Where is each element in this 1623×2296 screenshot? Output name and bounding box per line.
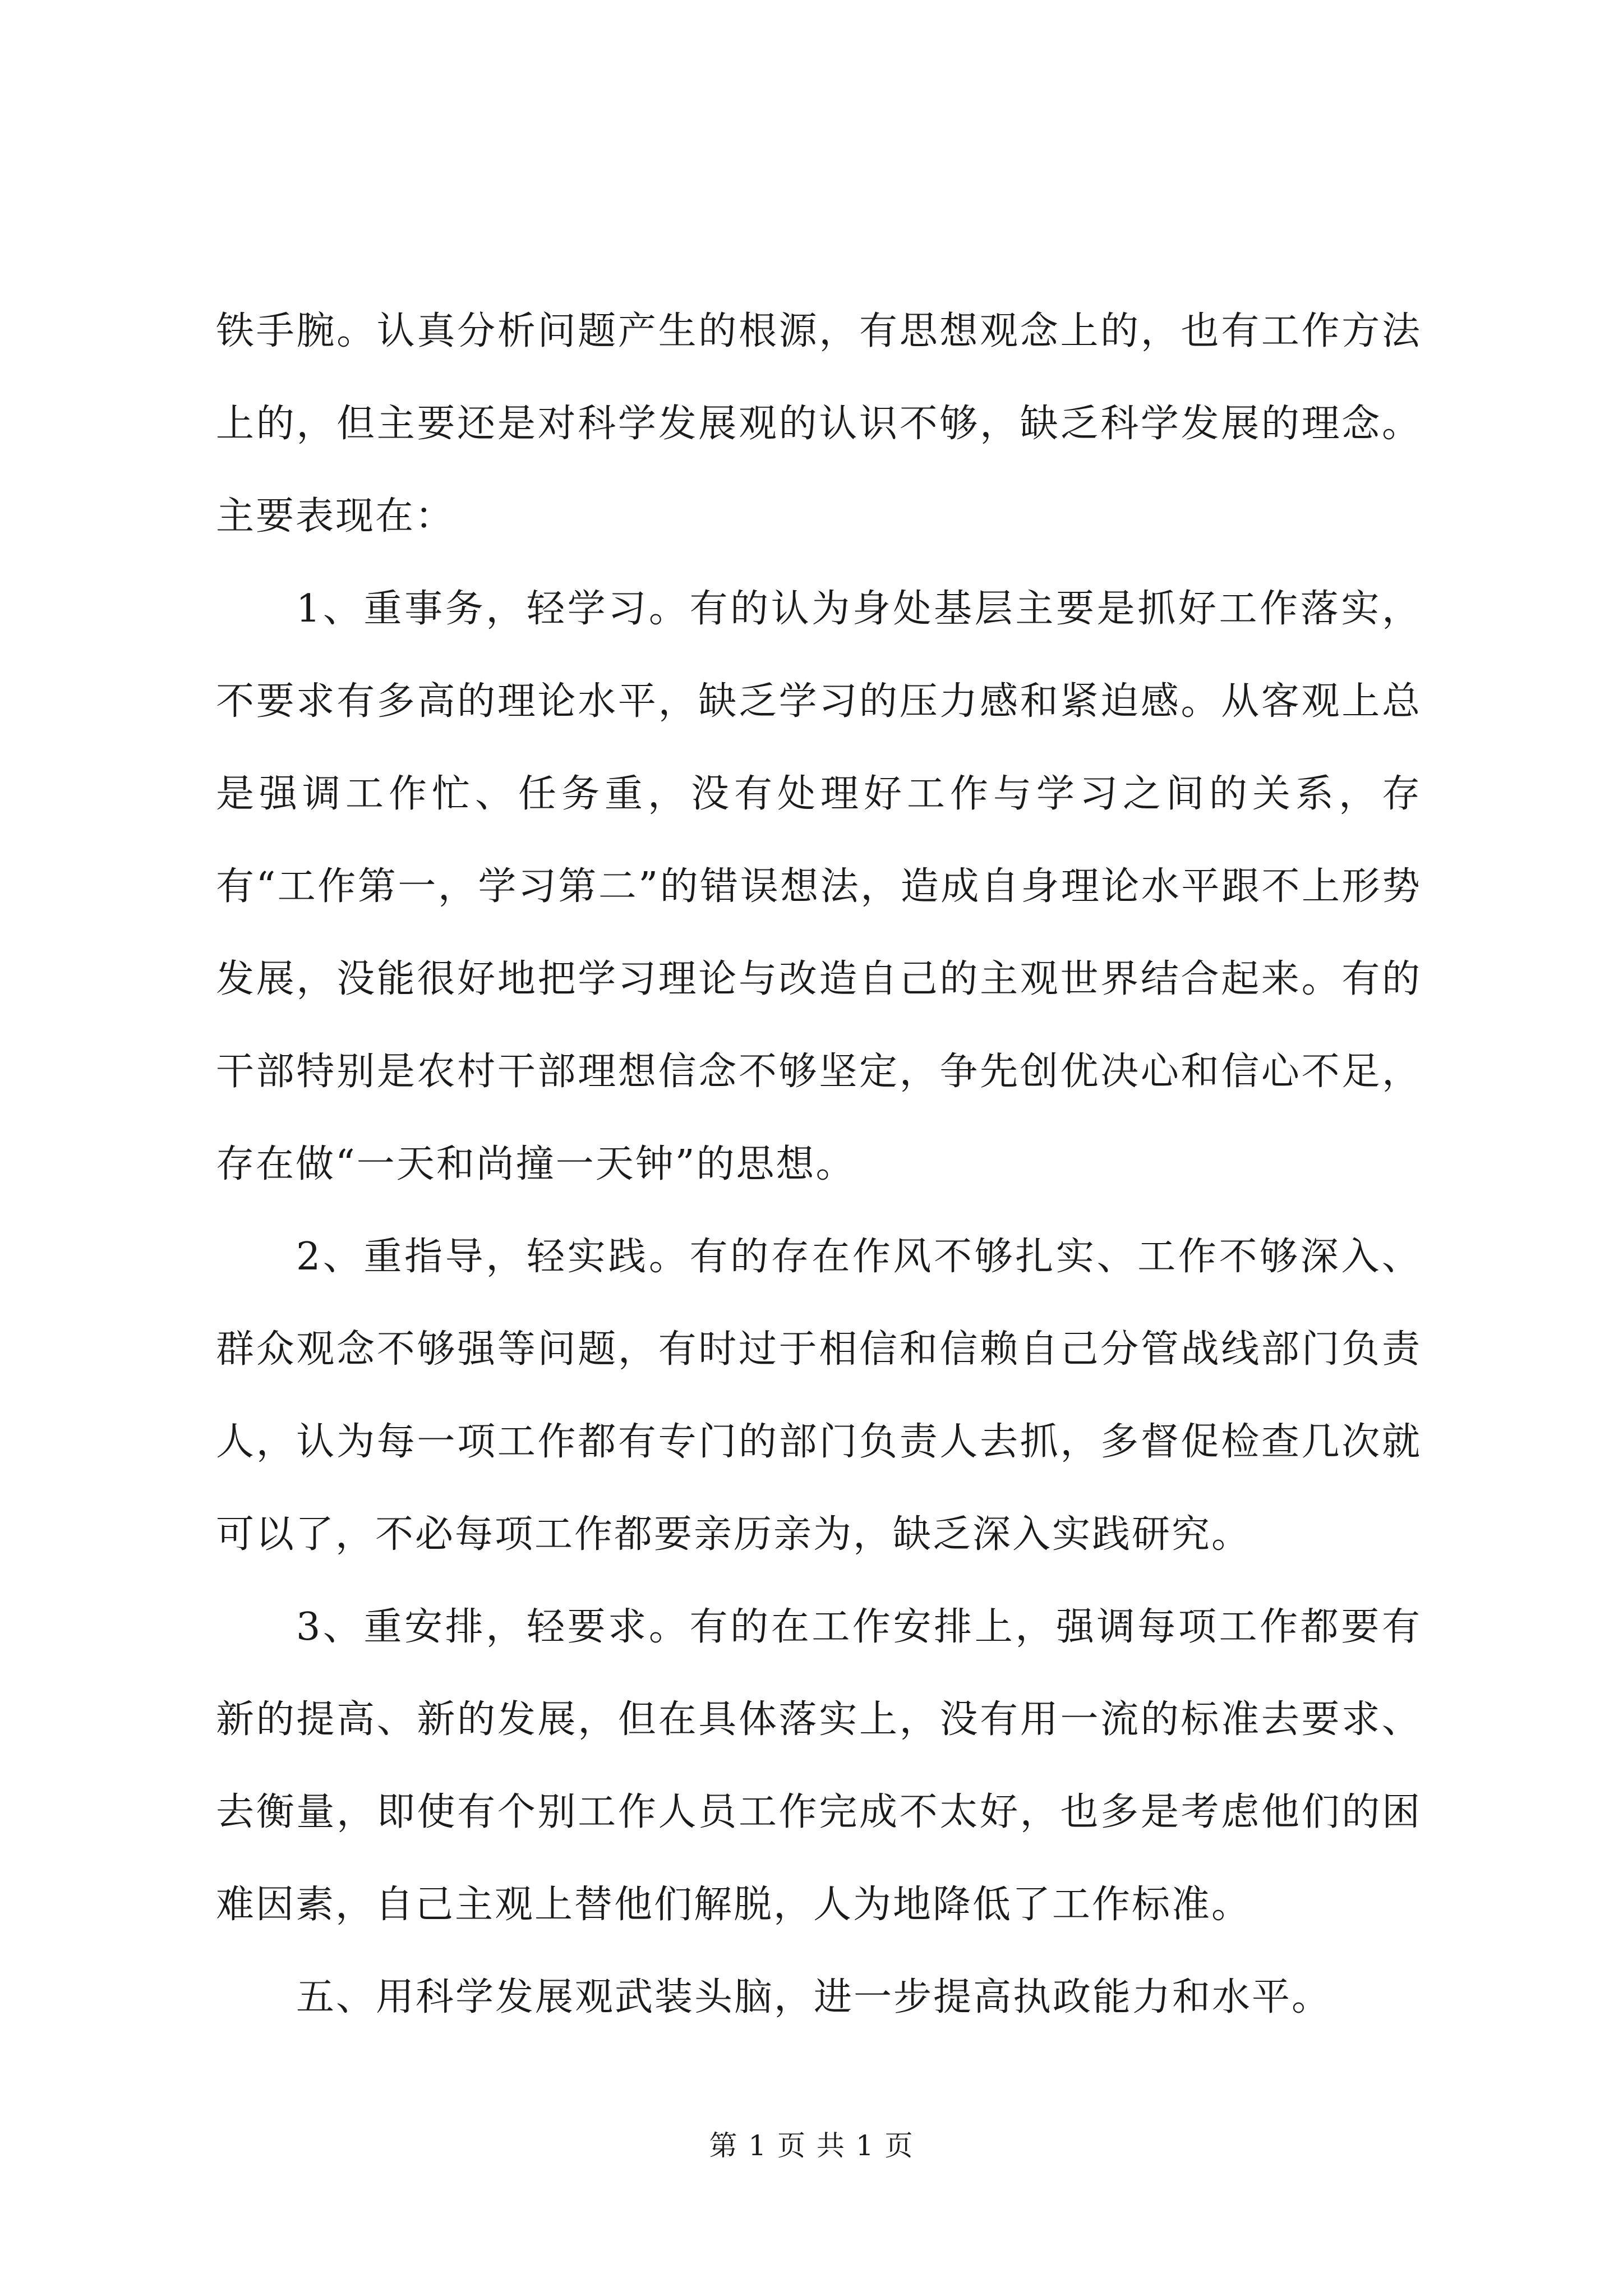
section-heading-five: 五、用科学发展观武装头脑，进一步提高执政能力和水平。 [296,1975,1332,2019]
body-text [216,285,1422,2044]
paragraph-item-2: 2、重指导，轻实践。有的存在作风不够扎实、工作不够深入、群众观念不够强等问题，有时过于相信和信赖自己分管战线部门负责人，认为每一项工作都有专门的部门负责人去抓，多督促检查几次就可以了，不必每项工作都要亲历亲为，缺乏深入实践研究。 [216,1235,1422,1557]
paragraph-continuation: 铁手腕。认真分析问题产生的根源，有思想观念上的，也有工作方法上的，但主要还是对科学发展观的认识不够，缺乏科学发展的理念。主要表现在： [216,309,1422,539]
page-footer: 第 1 页 共 1 页 [709,2129,914,2162]
paragraph-item-1: 1、重事务，轻学习。有的认为身处基层主要是抓好工作落实，不要求有多高的理论水平，缺乏学习的压力感和紧迫感。从客观上总是强调工作忙、任务重，没有处理好工作与学习之间的关系，存有“工作第一，学习第二”的错误想法，造成自身理论水平跟不上形势发展，没能很好地把学习理论与改造自己的主观世界结合起来。有的干部特别是农村干部理想信念不够坚定，争先创优决心和信心不足，存在做“一天和尚撞一天钟”的思想。 [216,587,1422,1186]
paragraph-item-3: 3、重安排，轻要求。有的在工作安排上，强调每项工作都要有新的提高、新的发展，但在具体落实上，没有用一流的标准去要求、去衡量，即使有个别工作人员工作完成不太好，也多是考虑他们的困难因素，自己主观上替他们解脱，人为地降低了工作标准。 [216,1605,1422,1927]
